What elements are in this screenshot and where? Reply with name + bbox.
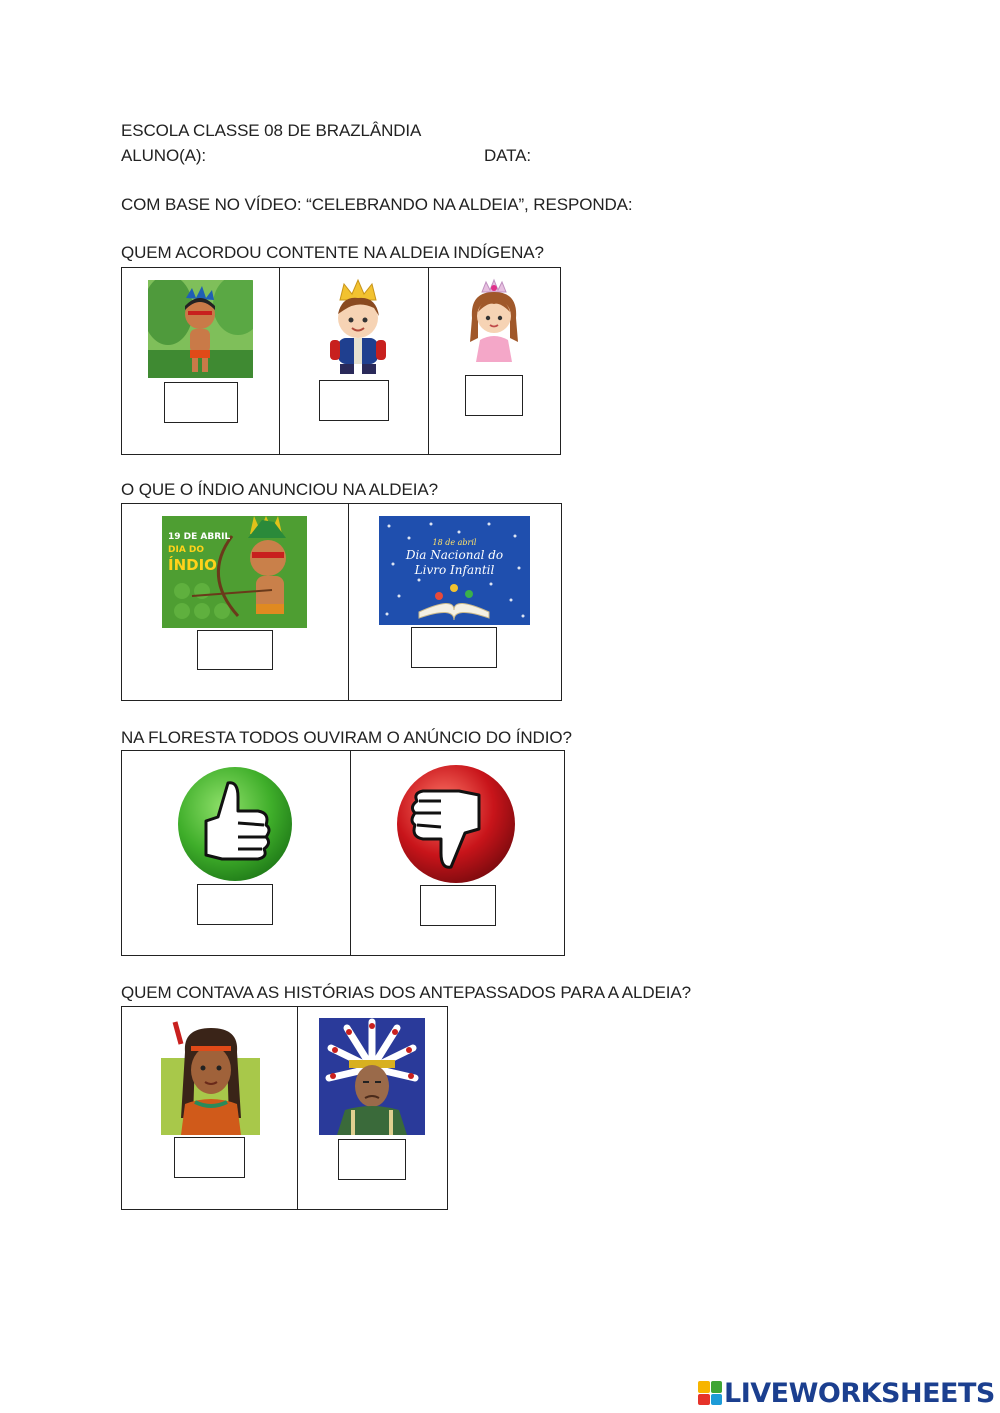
divider <box>279 268 280 454</box>
date-label: DATA: <box>484 146 532 165</box>
question-1-options <box>121 267 561 455</box>
divider <box>297 1007 298 1209</box>
childrens-book-day-poster-icon <box>379 516 530 625</box>
indigenous-boy-icon <box>148 280 253 378</box>
dia-do-indio-poster-icon <box>162 516 307 628</box>
question-2: O QUE O ÍNDIO ANUNCIOU NA ALDEIA? <box>121 480 438 499</box>
question-1: QUEM ACORDOU CONTENTE NA ALDEIA INDÍGENA? <box>121 243 544 262</box>
question-4-options <box>121 1006 448 1210</box>
answer-box[interactable] <box>164 382 238 423</box>
liveworksheets-logo <box>698 1378 995 1408</box>
question-4: QUEM CONTAVA AS HISTÓRIAS DOS ANTEPASSADOS PARA A ALDEIA? <box>121 983 691 1002</box>
thumbs-up-icon <box>176 765 294 883</box>
poster-date: 19 DE ABRIL <box>168 532 231 542</box>
question-3: NA FLORESTA TODOS OUVIRAM O ANÚNCIO DO ÍNDIO? <box>121 728 572 747</box>
logo-mark-icon <box>698 1381 722 1405</box>
poster-title: Dia Nacional do <box>405 548 504 562</box>
answer-box[interactable] <box>174 1137 245 1178</box>
princess-icon <box>460 278 528 374</box>
poster-day: DIA DO <box>168 545 205 555</box>
indigenous-woman-icon <box>161 1018 260 1135</box>
divider <box>350 751 351 955</box>
student-label: ALUNO(A): <box>121 146 207 165</box>
prince-icon <box>312 278 402 378</box>
question-3-options <box>121 750 565 956</box>
divider <box>428 268 429 454</box>
answer-box[interactable] <box>319 380 389 421</box>
tribal-chief-icon <box>319 1018 425 1135</box>
thumbs-down-icon <box>395 763 517 885</box>
answer-box[interactable] <box>465 375 523 416</box>
brand-name: LIVEWORKSHEETS <box>724 1377 995 1409</box>
question-2-options <box>121 503 562 701</box>
divider <box>348 504 349 700</box>
answer-box[interactable] <box>338 1139 406 1180</box>
instruction: COM BASE NO VÍDEO: “CELEBRANDO NA ALDEIA”, RESPONDA: <box>121 195 633 214</box>
answer-box[interactable] <box>197 884 273 925</box>
poster-date: 18 de abril <box>432 538 477 547</box>
poster-subtitle: Livro Infantil <box>414 563 495 577</box>
school-name: ESCOLA CLASSE 08 DE BRAZLÂNDIA <box>121 121 422 140</box>
answer-box[interactable] <box>411 627 497 668</box>
answer-box[interactable] <box>197 630 273 670</box>
poster-title: ÍNDIO <box>168 556 217 574</box>
answer-box[interactable] <box>420 885 496 926</box>
